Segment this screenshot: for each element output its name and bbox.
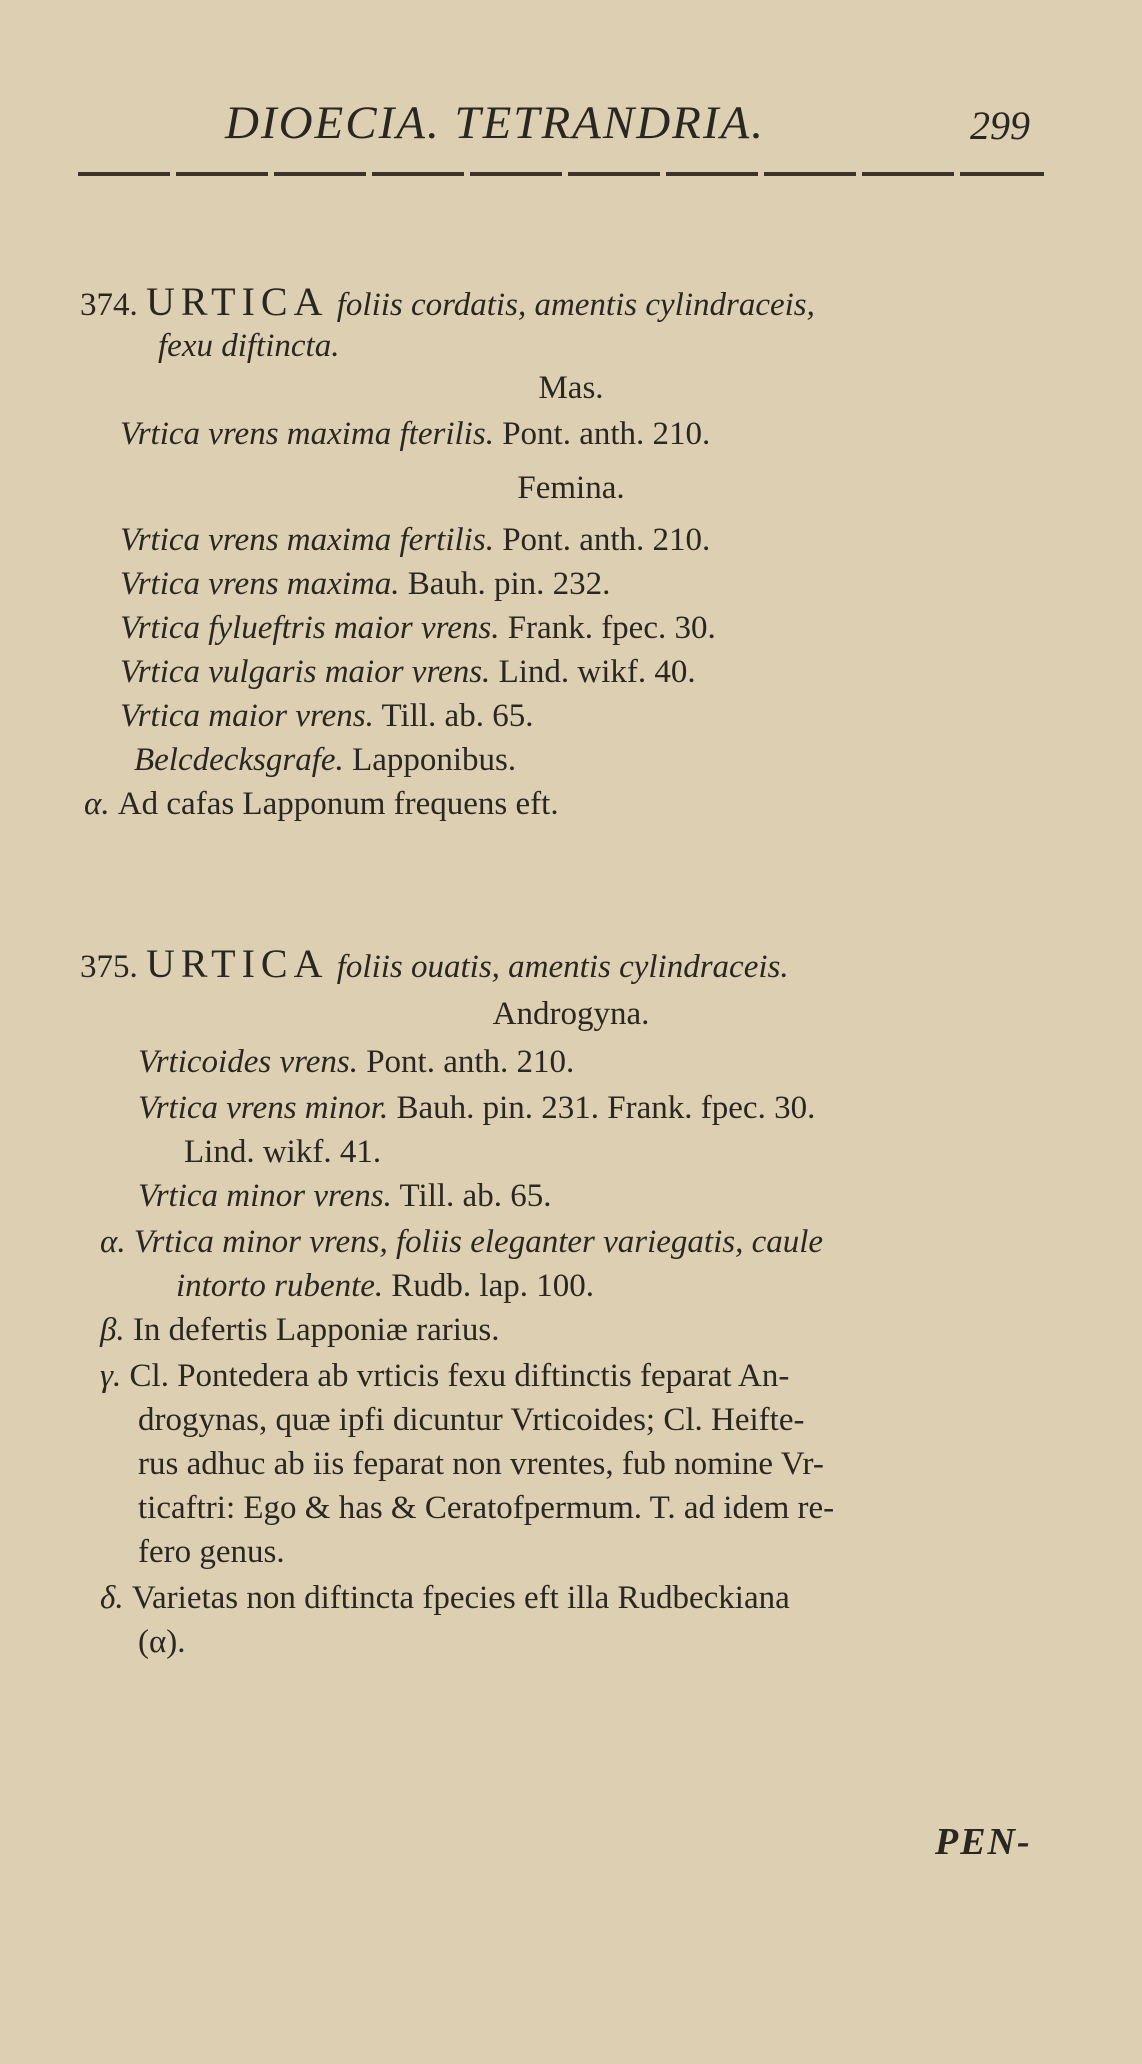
diagnosis-continued: fexu diftincta. [158,328,340,364]
note-line: rus adhuc ab iis feparat non vrentes, fub nomine Vr- [138,1446,824,1482]
note-line: (α). [138,1624,186,1660]
note-line: fero genus. [138,1534,285,1570]
catchword: PEN- [935,1821,1032,1863]
diagnosis: foliis cordatis, amentis cylindraceis, [336,287,815,323]
synonym-line: Vrtica vrens minor. Bauh. pin. 231. Frank. fpec. 30. [138,1090,816,1126]
note-line: δ. Varietas non diftincta fpecies eft illa Rudbeckiana [100,1580,790,1616]
synonym-line: Vrtica maior vrens. Till. ab. 65. [120,698,534,734]
synonym-line: Vrtica vulgaris maior vrens. Lind. wikf. 40. [120,654,696,690]
synonym-line: Belcdecksgrafe. Lapponibus. [134,742,517,778]
section-heading-androgyna: Androgyna. [492,996,650,1032]
entry-number: 374. [80,287,138,323]
synonym-line: Vrtica vrens maxima fertilis. Pont. anth. 210. [120,522,711,558]
synonym-line: Lind. wikf. 41. [184,1134,382,1170]
running-title: DIOECIA. TETRANDRIA. [225,97,765,149]
synonym-line: Vrticoides vrens. Pont. anth. 210. [138,1044,575,1080]
note-line: γ. Cl. Pontedera ab vrticis fexu diftinctis feparat An- [100,1358,790,1394]
section-heading-mas: Mas. [538,370,604,406]
note-line: intorto rubente. Rudb. lap. 100. [176,1268,594,1304]
synonym-line: Vrtica vrens maxima. Bauh. pin. 232. [120,566,611,602]
entry-375-title [80,941,789,987]
note-line: α. Vrtica minor vrens, foliis eleganter variegatis, caule [100,1224,824,1260]
synonym-line: Vrtica vrens maxima fterilis. Pont. anth. 210. [120,416,711,452]
entry-374-title [80,279,815,325]
note-line: β. In defertis Lapponiæ rarius. [100,1312,500,1348]
note-line: α. Ad cafas Lapponum frequens eft. [84,786,559,822]
section-heading-femina: Femina. [517,470,625,506]
genus-name: URTICA [146,941,329,986]
synonym-line: Vrtica fylueftris maior vrens. Frank. fpec. 30. [120,610,716,646]
synonym-line: Vrtica minor vrens. Till. ab. 65. [138,1178,552,1214]
note-line: ticaftri: Ego & has & Ceratofpermum. T. ad idem re- [138,1490,835,1526]
page-header [0,96,1142,156]
entry-number: 375. [80,949,138,985]
page-number: 299 [970,103,1030,148]
header-rule [78,172,1044,176]
diagnosis: foliis ouatis, amentis cylindraceis. [336,949,789,985]
genus-name: URTICA [146,279,329,324]
note-line: drogynas, quæ ipfi dicuntur Vrticoides; Cl. Heifte- [138,1402,805,1438]
